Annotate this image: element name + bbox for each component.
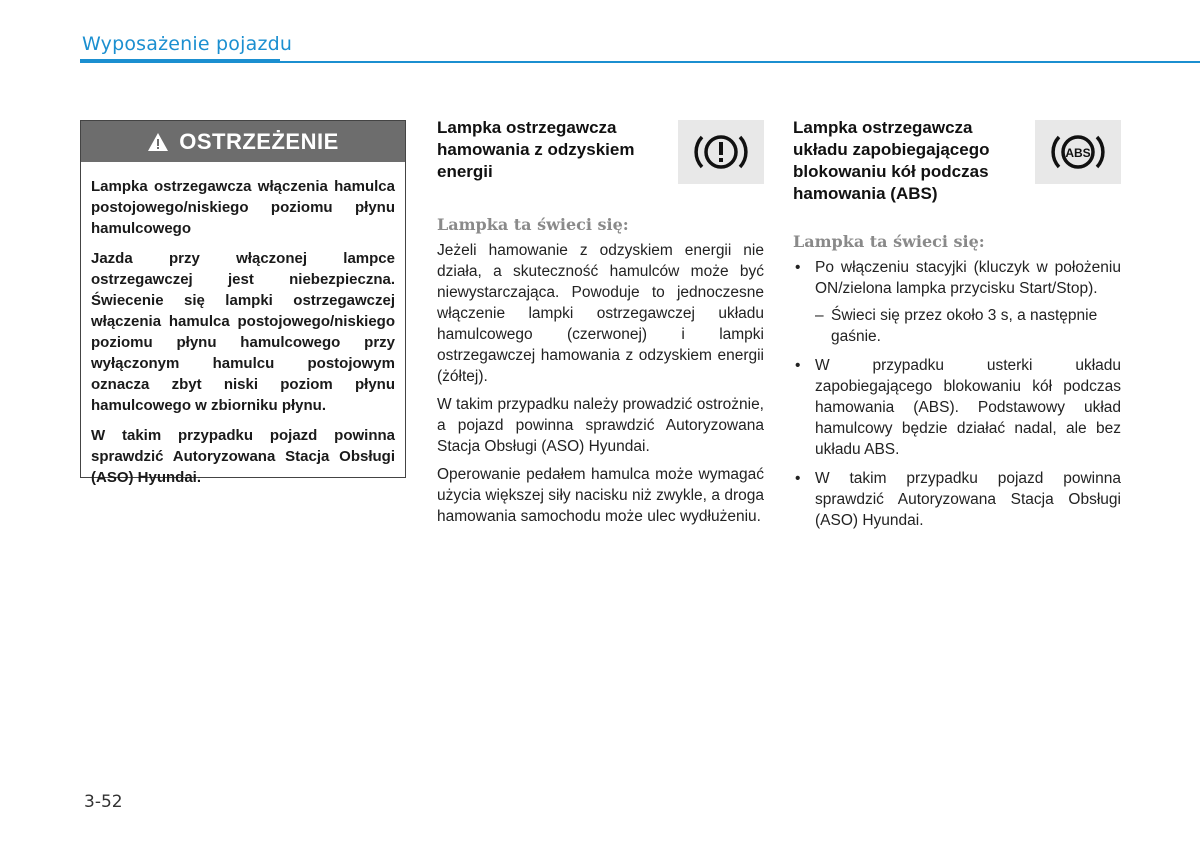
abs-warning-icon (1035, 120, 1121, 184)
bullet-list (793, 355, 1121, 531)
warning-box (80, 120, 406, 486)
regen-brake-section (437, 117, 764, 534)
list-item-text: W przypadku usterki układu zapobiegającego blokowaniu kół podczas hamowania (ABS). Podstawowy układ hamulcowy będzie działać nadal, ale bez układu ABS. (815, 357, 1121, 458)
header-underline (80, 59, 280, 63)
abs-icon-label: ABS (1065, 146, 1091, 160)
warning-paragraph: Lampka ostrzegawcza włączenia hamulca postojowego/niskiego poziomu płynu hamulcowego (91, 178, 395, 237)
warning-triangle-icon (147, 132, 169, 152)
section-title: Lampka ostrzegawcza układu zapobiegającego blokowaniu kół podczas hamowania (ABS) (793, 118, 990, 203)
warning-header (81, 121, 405, 162)
sub-list-item: – Świeci się przez około 3 s, a następnie gaśnie. (815, 307, 1098, 345)
list-item-text: W takim przypadku pojazd powinna sprawdzić Autoryzowana Stacja Obsługi (ASO) Hyundai. (815, 470, 1121, 529)
warning-body (81, 162, 405, 488)
body-paragraph: W takim przypadku należy prowadzić ostrożnie, a pojazd powinna sprawdzić Autoryzowana Stacja Obsługi (ASO) Hyundai. (437, 396, 764, 455)
body-paragraph: Jeżeli hamowanie z odzyskiem energii nie działa, a skuteczność hamulców może być niewystarczająca. Powoduje to jednoczesne włączenie lampki ostrzegawczej układu hamulcowego (czerwonej) i lampki ostrzegawczej hamowania z odzyskiem energii (żółtej). (437, 242, 764, 385)
page-number: 3-52 (84, 792, 123, 812)
page-section-title: Wyposażenie pojazdu (82, 33, 293, 55)
warning-paragraph: Jazda przy włączonej lampce ostrzegawczej jest niebezpieczna. Świecenie się lampki ostrzegawczej włączenia hamulca postojowego/niskiego poziomu płynu hamulcowego przy wyłączonym hamulcu postojowym oznacza zbyt niski poziom płynu hamulcowego w zbiorniku płynu. (91, 250, 395, 414)
warning-paragraph: W takim przypadku pojazd powinna sprawdzić Autoryzowana Stacja Obsługi (ASO) Hyundai. (91, 427, 395, 486)
sub-list-item-text: Świeci się przez około 3 s, a następnie gaśnie. (831, 307, 1098, 345)
bullet-list (793, 257, 1121, 299)
brake-warning-icon (678, 120, 764, 184)
list-item: • W takim przypadku pojazd powinna sprawdzić Autoryzowana Stacja Obsługi (ASO) Hyundai. (795, 470, 1121, 529)
header-rule (280, 61, 1200, 63)
section-title: Lampka ostrzegawcza hamowania z odzyskiem energii (437, 118, 635, 181)
list-item: • Po włączeniu stacyjki (kluczyk w położeniu ON/zielona lampka przycisku Start/Stop). (795, 259, 1121, 297)
body-paragraph: Operowanie pedałem hamulca może wymagać użycia większej siły nacisku niż zwykle, a droga hamowania samochodu może ulec wydłużeniu. (437, 466, 764, 525)
subheading: Lampka ta świeci się: (437, 215, 629, 234)
abs-section (793, 117, 1121, 539)
list-item-text: Po włączeniu stacyjki (kluczyk w położeniu ON/zielona lampka przycisku Start/Stop). (815, 259, 1121, 297)
warning-title: OSTRZEŻENIE (179, 128, 339, 154)
subheading: Lampka ta świeci się: (793, 232, 985, 251)
list-item: • W przypadku usterki układu zapobiegającego blokowaniu kół podczas hamowania (ABS). Podstawowy układ hamulcowy będzie działać nadal, ale bez układu ABS. (795, 357, 1121, 458)
